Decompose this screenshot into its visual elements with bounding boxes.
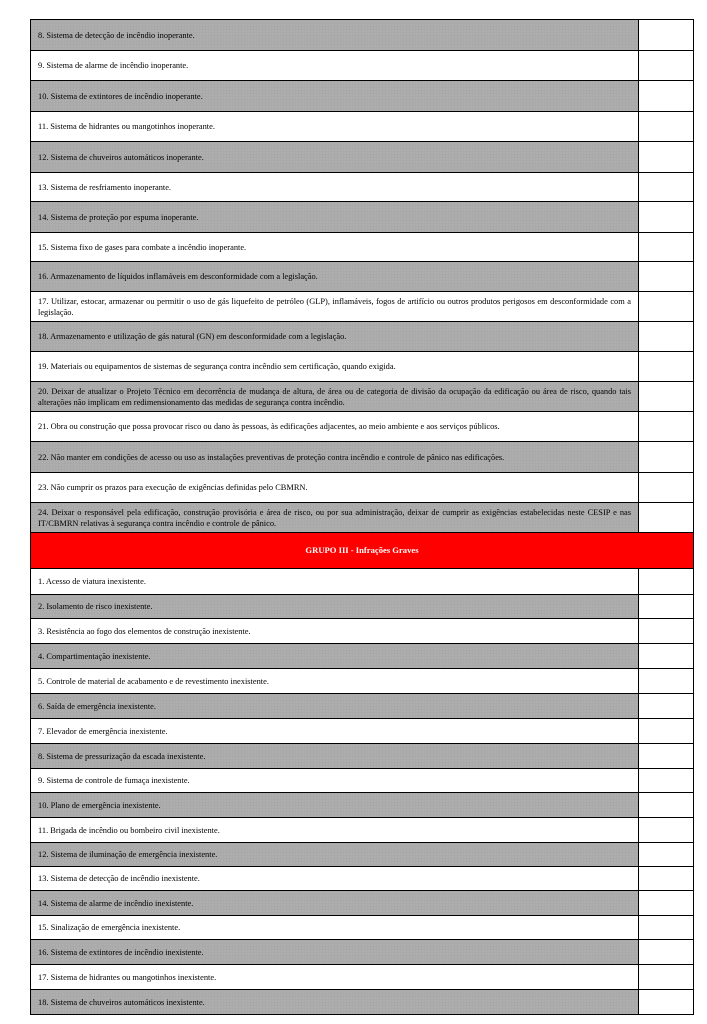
table-row xyxy=(31,744,694,769)
table-row xyxy=(31,891,694,916)
infraction-text: 18. Sistema de chuveiros automáticos inexistente. xyxy=(31,990,639,1015)
table-row xyxy=(31,644,694,669)
infraction-text: 23. Não cumprir os prazos para execução de exigências definidas pelo CBMRN. xyxy=(31,473,639,503)
checkbox-cell[interactable] xyxy=(639,891,694,916)
table-row xyxy=(31,669,694,694)
infraction-text: 17. Sistema de hidrantes ou mangotinhos inexistente. xyxy=(31,965,639,990)
checkbox-cell[interactable] xyxy=(639,262,694,292)
infraction-text: 12. Sistema de chuveiros automáticos inoperante. xyxy=(31,142,639,173)
checkbox-cell[interactable] xyxy=(639,793,694,818)
table-row xyxy=(31,142,694,173)
checkbox-cell[interactable] xyxy=(639,412,694,442)
infractions-table xyxy=(30,19,694,1015)
checkbox-cell[interactable] xyxy=(639,916,694,940)
infraction-text: 20. Deixar de atualizar o Projeto Técnico em decorrência de mudança de altura, de área ou de categoria de divisão da ocupação da edificação ou área de risco, quando tais alterações não implicam em redimensionamento das medidas de segurança contra incêndio. xyxy=(31,382,639,412)
table-row xyxy=(31,694,694,719)
group-header: GRUPO III - Infrações Graves xyxy=(31,533,694,569)
checkbox-cell[interactable] xyxy=(639,694,694,719)
checkbox-cell[interactable] xyxy=(639,352,694,382)
table-row xyxy=(31,793,694,818)
table-row xyxy=(31,990,694,1015)
table-row xyxy=(31,503,694,533)
checkbox-cell[interactable] xyxy=(639,644,694,669)
checkbox-cell[interactable] xyxy=(639,503,694,533)
checkbox-cell[interactable] xyxy=(639,142,694,173)
infraction-text: 12. Sistema de iluminação de emergência inexistente. xyxy=(31,843,639,867)
checkbox-cell[interactable] xyxy=(639,202,694,233)
checkbox-cell[interactable] xyxy=(639,867,694,891)
table-row xyxy=(31,916,694,940)
infraction-text: 22. Não manter em condições de acesso ou uso as instalações preventivas de proteção contra incêndio e controle de pânico nas edificações. xyxy=(31,442,639,473)
checkbox-cell[interactable] xyxy=(639,292,694,322)
table-row xyxy=(31,81,694,112)
table-row xyxy=(31,719,694,744)
checkbox-cell[interactable] xyxy=(639,818,694,843)
infraction-text: 7. Elevador de emergência inexistente. xyxy=(31,719,639,744)
table-row xyxy=(31,569,694,595)
checkbox-cell[interactable] xyxy=(639,769,694,793)
checkbox-cell[interactable] xyxy=(639,669,694,694)
infraction-text: 4. Compartimentação inexistente. xyxy=(31,644,639,669)
infraction-text: 1. Acesso de viatura inexistente. xyxy=(31,569,639,595)
table-row xyxy=(31,442,694,473)
checkbox-cell[interactable] xyxy=(639,173,694,202)
checkbox-cell[interactable] xyxy=(639,112,694,142)
table-row xyxy=(31,843,694,867)
table-row xyxy=(31,965,694,990)
infraction-text: 13. Sistema de resfriamento inoperante. xyxy=(31,173,639,202)
infraction-text: 16. Sistema de extintores de incêndio inexistente. xyxy=(31,940,639,965)
infraction-text: 21. Obra ou construção que possa provocar risco ou dano às pessoas, às edificações adjacentes, ao meio ambiente e aos serviços públicos. xyxy=(31,412,639,442)
checkbox-cell[interactable] xyxy=(639,619,694,644)
checkbox-cell[interactable] xyxy=(639,744,694,769)
table-row xyxy=(31,818,694,843)
infraction-text: 15. Sistema fixo de gases para combate a incêndio inoperante. xyxy=(31,233,639,262)
table-row xyxy=(31,20,694,51)
checkbox-cell[interactable] xyxy=(639,843,694,867)
infraction-text: 24. Deixar o responsável pela edificação, construção provisória e área de risco, ou por sua administração, deixar de cumprir as exigências estabelecidas neste CESIP e nas IT/CBMRN relativas à segurança contra incêndio e controle de pânico. xyxy=(31,503,639,533)
infraction-text: 8. Sistema de detecção de incêndio inoperante. xyxy=(31,20,639,51)
checkbox-cell[interactable] xyxy=(639,569,694,595)
checkbox-cell[interactable] xyxy=(639,20,694,51)
table-row xyxy=(31,769,694,793)
checkbox-cell[interactable] xyxy=(639,719,694,744)
infractions-document xyxy=(30,19,693,1015)
table-row xyxy=(31,382,694,412)
infraction-text: 15. Sinalização de emergência inexistente. xyxy=(31,916,639,940)
checkbox-cell[interactable] xyxy=(639,233,694,262)
infraction-text: 14. Sistema de proteção por espuma inoperante. xyxy=(31,202,639,233)
infraction-text: 5. Controle de material de acabamento e de revestimento inexistente. xyxy=(31,669,639,694)
checkbox-cell[interactable] xyxy=(639,990,694,1015)
table-row xyxy=(31,595,694,619)
table-row xyxy=(31,940,694,965)
checkbox-cell[interactable] xyxy=(639,940,694,965)
infractions-table-body xyxy=(31,20,694,1015)
table-row xyxy=(31,262,694,292)
table-row xyxy=(31,619,694,644)
infraction-text: 18. Armazenamento e utilização de gás natural (GN) em desconformidade com a legislação. xyxy=(31,322,639,352)
table-row xyxy=(31,292,694,322)
infraction-text: 2. Isolamento de risco inexistente. xyxy=(31,595,639,619)
infraction-text: 17. Utilizar, estocar, armazenar ou permitir o uso de gás liquefeito de petróleo (GLP), inflamáveis, fogos de artifício ou outros produtos perigosos em desconformidade com a legislação. xyxy=(31,292,639,322)
infraction-text: 19. Materiais ou equipamentos de sistemas de segurança contra incêndio sem certificação, quando exigida. xyxy=(31,352,639,382)
infraction-text: 9. Sistema de alarme de incêndio inoperante. xyxy=(31,51,639,81)
table-row xyxy=(31,112,694,142)
table-row xyxy=(31,322,694,352)
table-row xyxy=(31,51,694,81)
group-header-row xyxy=(31,533,694,569)
infraction-text: 14. Sistema de alarme de incêndio inexistente. xyxy=(31,891,639,916)
checkbox-cell[interactable] xyxy=(639,442,694,473)
table-row xyxy=(31,202,694,233)
checkbox-cell[interactable] xyxy=(639,322,694,352)
checkbox-cell[interactable] xyxy=(639,51,694,81)
infraction-text: 16. Armazenamento de líquidos inflamáveis em desconformidade com a legislação. xyxy=(31,262,639,292)
checkbox-cell[interactable] xyxy=(639,965,694,990)
table-row xyxy=(31,412,694,442)
infraction-text: 8. Sistema de pressurização da escada inexistente. xyxy=(31,744,639,769)
infraction-text: 10. Plano de emergência inexistente. xyxy=(31,793,639,818)
infraction-text: 3. Resistência ao fogo dos elementos de construção inexistente. xyxy=(31,619,639,644)
infraction-text: 6. Saída de emergência inexistente. xyxy=(31,694,639,719)
infraction-text: 10. Sistema de extintores de incêndio inoperante. xyxy=(31,81,639,112)
infraction-text: 11. Brigada de incêndio ou bombeiro civil inexistente. xyxy=(31,818,639,843)
table-row xyxy=(31,233,694,262)
table-row xyxy=(31,352,694,382)
checkbox-cell[interactable] xyxy=(639,382,694,412)
checkbox-cell[interactable] xyxy=(639,81,694,112)
infraction-text: 9. Sistema de controle de fumaça inexistente. xyxy=(31,769,639,793)
checkbox-cell[interactable] xyxy=(639,473,694,503)
infraction-text: 11. Sistema de hidrantes ou mangotinhos inoperante. xyxy=(31,112,639,142)
checkbox-cell[interactable] xyxy=(639,595,694,619)
table-row xyxy=(31,867,694,891)
infraction-text: 13. Sistema de detecção de incêndio inexistente. xyxy=(31,867,639,891)
table-row xyxy=(31,173,694,202)
table-row xyxy=(31,473,694,503)
